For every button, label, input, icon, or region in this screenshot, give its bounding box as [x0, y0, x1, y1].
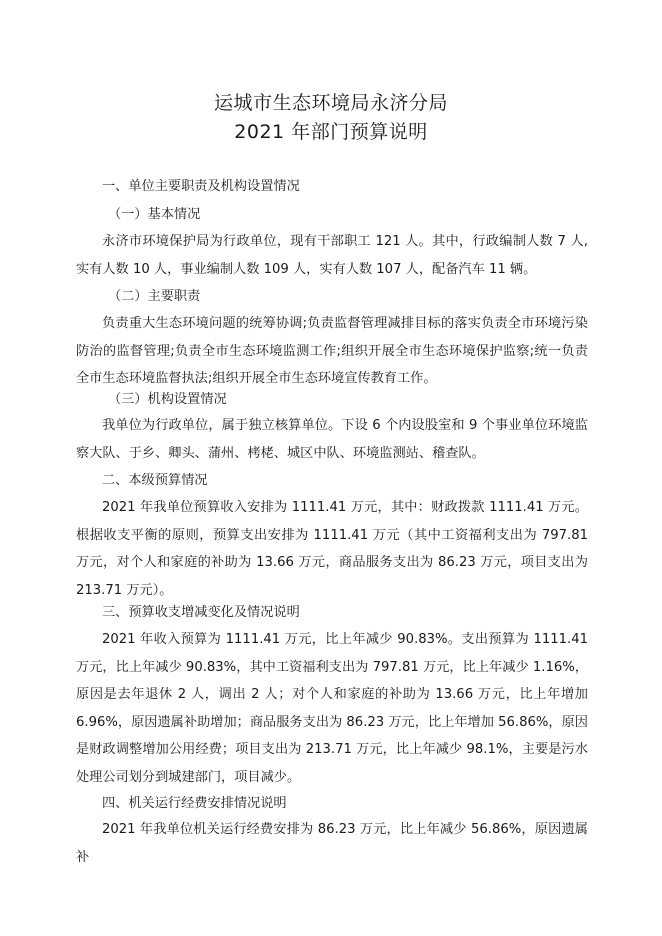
section3-text: 2021 年收入预算为 1111.41 万元，比上年减少 90.83%。支出预算为 1111.41 万元，比上年减少 90.83%，其中工资福利支出为 797.81 万元，比上年减少 1.16%，原因是去年退休 2 人，调出 2 人；对个人和家庭的补助为 13.66 万元，比上年增加 6.96%，原因遗属补助增加；商品服务支出为 86.23 万元，比上年增加 56.86%，原因是财政调整增加公用经费；项目支出为 213.71 万元，比上年减少 98.1%，主要是污水处理公司划分到城建部门，项目减少。	[76, 632, 588, 785]
section1-sub1-heading: （一）基本情况	[108, 207, 201, 222]
section3-heading: 三、预算收支增减变化及情况说明	[102, 605, 300, 620]
section1-sub2-text: 负责重大生态环境问题的统筹协调;负责监督管理减排目标的落实负责全市环境污染防治的监督管理;负责全市生态环境监测工作;组织开展全市生态环境保护监察;统一负责全市生态环境监督执法;组织开展全市生态环境宣传教育工作。	[76, 316, 588, 386]
section1-sub2-heading: （二）主要职责	[108, 289, 201, 304]
section2-text: 2021 年我单位预算收入安排为 1111.41 万元，其中：财政拨款 1111.41 万元。根据收支平衡的原则，预算支出安排为 1111.41 万元（其中工资福利支出为 797.81 万元，对个人和家庭的补助为 13.66 万元，商品服务支出为 86.23 万元，项目支出为 213.71 万元）。	[76, 500, 588, 598]
section4-text: 2021 年我单位机关运行经费安排为 86.23 万元，比上年减少 56.86%，原因遗属补	[76, 822, 588, 865]
document-title-line1: 运城市生态环境局永济分局	[213, 92, 448, 114]
section1-sub3-text: 我单位为行政单位，属于独立核算单位。下设 6 个内设股室和 9 个事业单位环境监察大队、于乡、卿头、蒲州、栲栳、城区中队、环境监测站、稽查队。	[76, 418, 588, 461]
section4-heading: 四、机关运行经费安排情况说明	[102, 796, 287, 811]
section1-heading: 一、单位主要职责及机构设置情况	[102, 179, 300, 194]
document-title-line2: 2021 年部门预算说明	[234, 121, 428, 143]
section2-heading: 二、本级预算情况	[102, 473, 208, 488]
section1-sub1-text: 永济市环境保护局为行政单位，现有干部职工 121 人。其中，行政编制人数 7 人,实有人数 10 人，事业编制人数 109 人，实有人数 107 人，配备汽车 11 辆。	[76, 234, 588, 277]
section1-sub3-heading: （三）机构设置情况	[108, 392, 227, 407]
